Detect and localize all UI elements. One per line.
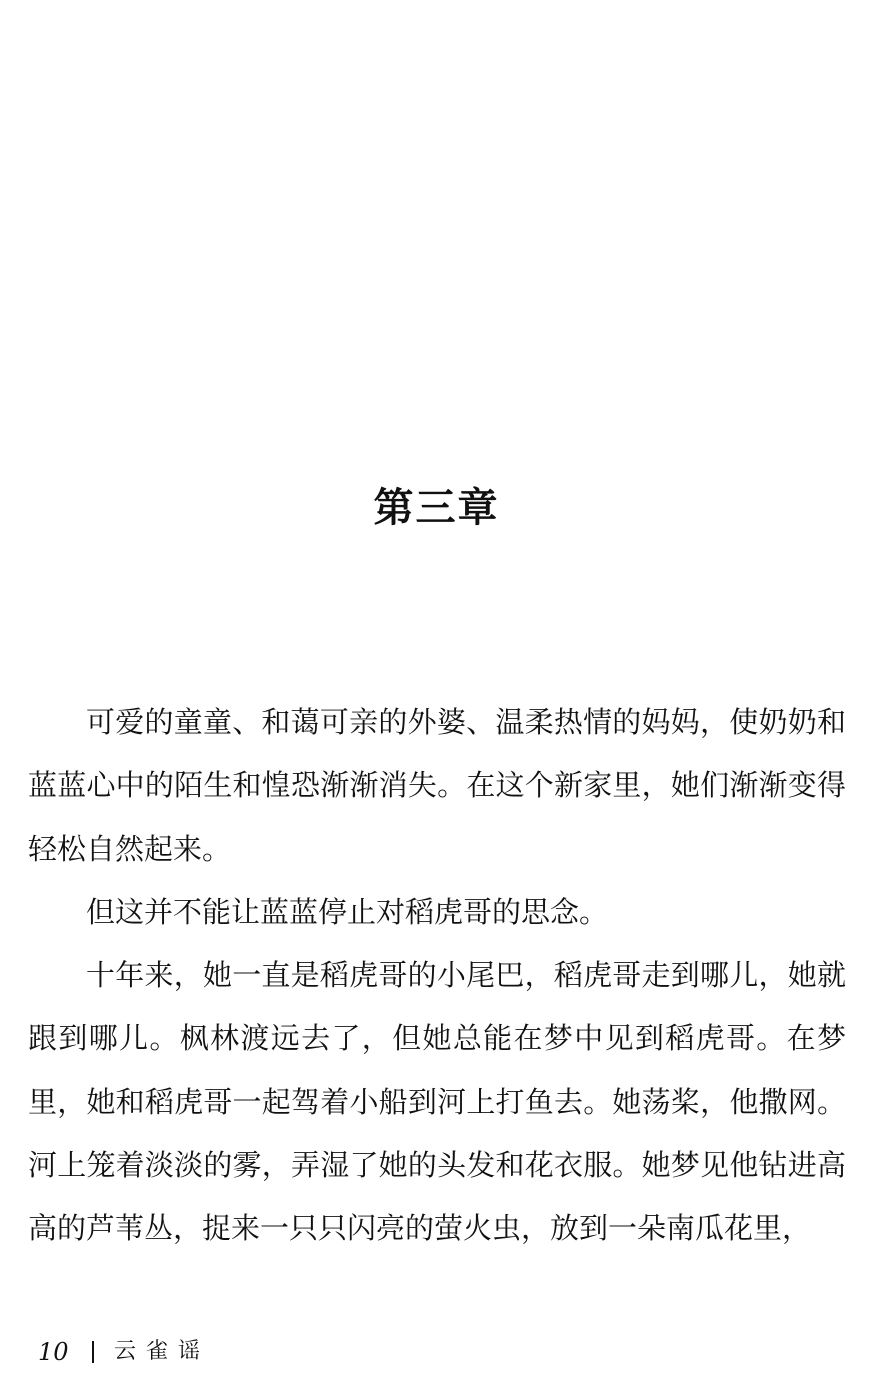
page-footer <box>38 1334 210 1370</box>
footer-divider <box>92 1341 94 1363</box>
running-book-title: 云雀谣 <box>114 1339 211 1364</box>
paragraph: 可爱的童童、和蔼可亲的外婆、温柔热情的妈妈，使奶奶和蓝蓝心中的陌生和惶恐渐渐消失。在这个新家里，她们渐渐变得轻松自然起来。 <box>28 705 846 866</box>
chapter-title: 第三章 <box>373 485 500 531</box>
page-number: 10 <box>38 1338 69 1366</box>
paragraph: 十年来，她一直是稻虎哥的小尾巴，稻虎哥走到哪儿，她就跟到哪儿。枫林渡远去了，但她总能在梦中见到稻虎哥。在梦里，她和稻虎哥一起驾着小船到河上打鱼去。她荡桨，他撒网。河上笼着淡淡的雾，弄湿了她的头发和花衣服。她梦见他钻进高高的芦苇丛，捉来一只只闪亮的萤火虫，放到一朵南瓜花里， <box>28 958 846 1246</box>
body-text <box>28 691 846 1261</box>
paragraph: 但这并不能让蓝蓝停止对稻虎哥的思念。 <box>86 894 609 929</box>
